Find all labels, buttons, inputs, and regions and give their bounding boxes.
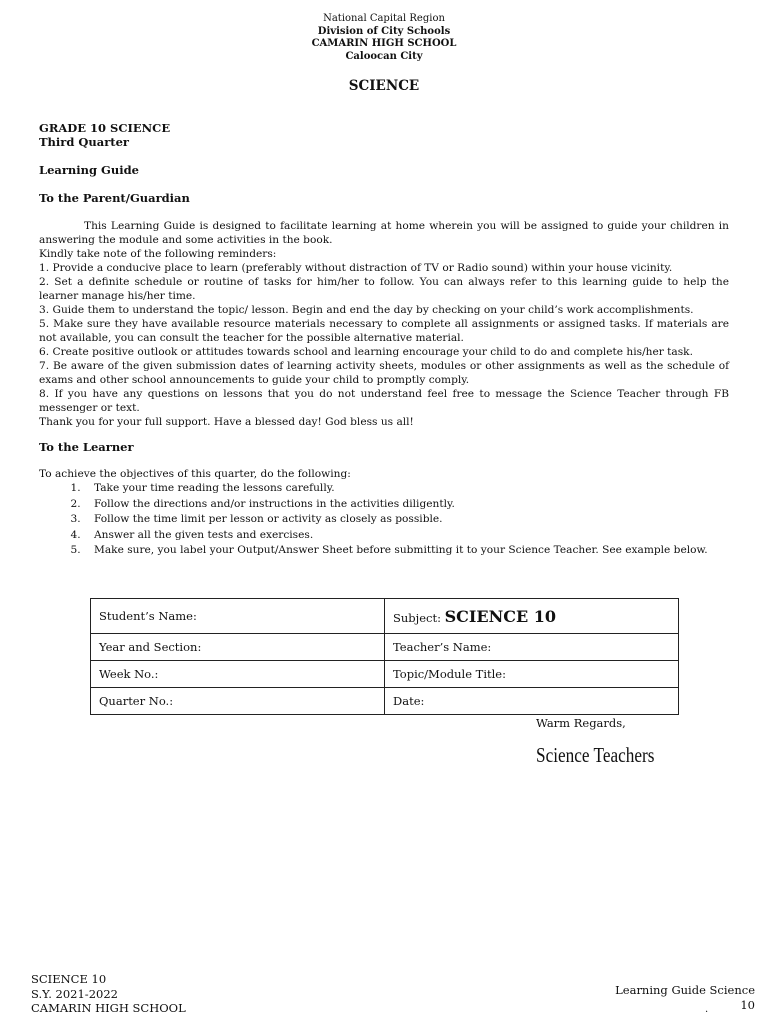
parent-intro: This Learning Guide is designed to facilitate learning at home wherein you will be assigned to guide your children in answering the module and some activities in the book. xyxy=(39,220,729,246)
signature: Science Teachers xyxy=(536,743,655,767)
subject-label: Subject: xyxy=(393,610,441,625)
footer-guide-title: Learning Guide Science xyxy=(615,983,755,997)
grade-label: GRADE 10 SCIENCE xyxy=(39,121,171,135)
year-section-cell: Year and Section: xyxy=(91,634,385,661)
date-cell: Date: xyxy=(385,688,679,715)
reminder-item: 8. If you have any questions on lessons that you do not understand feel free to message the Science Teacher through FB messenger or text. xyxy=(39,388,729,414)
learner-step: 1. Take your time reading the lessons carefully. xyxy=(84,481,729,497)
learner-step: 3. Follow the time limit per lesson or activity as closely as possible. xyxy=(84,512,729,528)
footer-subject: SCIENCE 10 xyxy=(31,972,107,986)
learner-steps-list xyxy=(39,481,729,559)
table-row xyxy=(91,599,679,634)
quarter-label: Third Quarter xyxy=(39,135,129,149)
learner-section-body xyxy=(39,467,729,559)
answer-sheet-label-table xyxy=(90,598,679,715)
letterhead xyxy=(0,13,768,63)
footer-page-number: 10 xyxy=(740,997,755,1012)
learner-step: 5. Make sure, you label your Output/Answer Sheet before submitting it to your Science Teacher. See example below. xyxy=(84,543,729,559)
reminder-item: 2. Set a definite schedule or routine of tasks for him/her to follow. You can always refer to this learning guide to help the learner manage his/her time. xyxy=(39,276,729,302)
teacher-name-cell: Teacher’s Name: xyxy=(385,634,679,661)
parent-heading: To the Parent/Guardian xyxy=(39,191,190,205)
reminder-item: 3. Guide them to understand the topic/ lesson. Begin and end the day by checking on your child’s work accomplishments. xyxy=(39,304,694,316)
school-line: CAMARIN HIGH SCHOOL xyxy=(311,38,457,49)
reminder-item: 7. Be aware of the given submission dates of learning activity sheets, modules or other assignments as well as the schedule of exams and other school announcements to guide your child to promptly comply. xyxy=(39,360,729,386)
week-no-cell: Week No.: xyxy=(91,661,385,688)
subject-value: SCIENCE 10 xyxy=(444,606,556,626)
division-line: Division of City Schools xyxy=(317,25,451,37)
topic-title-cell: Topic/Module Title: xyxy=(385,661,679,688)
document-title: SCIENCE xyxy=(348,78,420,94)
footer-left xyxy=(31,972,186,1016)
grade-block xyxy=(39,121,729,149)
closing-line: Thank you for your full support. Have a blessed day! God bless us all! xyxy=(39,416,414,428)
footer-dot: . xyxy=(705,1004,709,1015)
city-line: Caloocan City xyxy=(345,50,423,62)
learner-step: 4. Answer all the given tests and exercises. xyxy=(84,528,729,544)
learner-lead: To achieve the objectives of this quarter, do the following: xyxy=(39,468,351,480)
parent-section-body xyxy=(39,219,729,429)
learner-heading: To the Learner xyxy=(39,440,134,454)
footer-school: CAMARIN HIGH SCHOOL xyxy=(31,1001,186,1015)
warm-regards: Warm Regards, xyxy=(536,716,626,730)
learning-guide-label: Learning Guide xyxy=(39,163,139,177)
student-name-cell: Student’s Name: xyxy=(91,599,385,634)
subject-cell xyxy=(385,599,679,634)
reminder-item: 6. Create positive outlook or attitudes towards school and learning encourage your child to do and complete his/her task. xyxy=(39,346,693,358)
quarter-no-cell: Quarter No.: xyxy=(91,688,385,715)
reminder-lead: Kindly take note of the following reminders: xyxy=(39,248,277,260)
table-row xyxy=(91,634,679,661)
table-row xyxy=(91,688,679,715)
region-line: National Capital Region xyxy=(323,13,445,24)
table-row xyxy=(91,661,679,688)
reminder-item: 1. Provide a conducive place to learn (preferably without distraction of TV or Radio sound) within your house vicinity. xyxy=(39,262,673,274)
reminder-item: 5. Make sure they have available resource materials necessary to complete all assignments or assigned tasks. If materials are not available, you can consult the teacher for the possible alternative material. xyxy=(39,318,729,344)
footer-school-year: S.Y. 2021-2022 xyxy=(31,986,118,1001)
footer-right xyxy=(615,983,755,1012)
learner-step: 2. Follow the directions and/or instructions in the activities diligently. xyxy=(84,497,729,513)
